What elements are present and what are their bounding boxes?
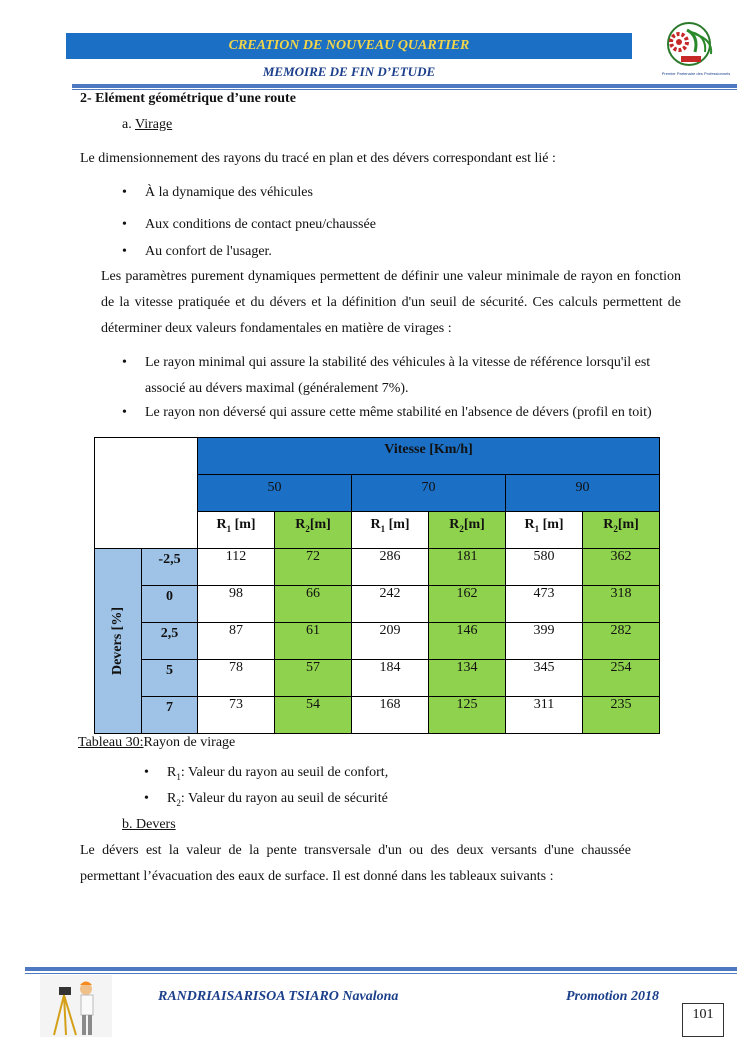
- table-row: [95, 660, 660, 697]
- paragraph-dynamics: Les paramètres purement dynamiques permettent de définir une valeur minimale de rayon en fonction de la vitesse pratiquée et du dévers et la définition d'un seuil de sécurité. Ces calculs permettent de déterminer deux valeurs fondamentales en matière de virages :: [101, 269, 681, 336]
- list-item: • À la dynamique des véhicules: [122, 185, 313, 200]
- header-subtitle: MEMOIRE DE FIN D’ETUDE: [262, 64, 436, 79]
- subsection-a-title: Virage: [134, 117, 173, 132]
- table-cell: 242: [352, 586, 429, 623]
- table-cell: 184: [352, 660, 429, 697]
- table-cell: 98: [198, 586, 275, 623]
- subsection-a-prefix: a.: [122, 117, 135, 132]
- footer-rule-thin: [25, 973, 737, 974]
- list-item-text: Le rayon minimal qui assure la stabilité des véhicules à la vitesse de référence lorsqu'il est associé au dévers maximal (généralement 7%).: [145, 355, 651, 396]
- list-item-text: Aux conditions de contact pneu/chaussée: [145, 217, 376, 232]
- table-cell: 87: [198, 623, 275, 660]
- surveyor-illustration: [40, 975, 112, 1037]
- table-cell: 134: [429, 660, 506, 697]
- caption-label: Tableau 30:: [78, 735, 144, 750]
- speed-90: 90: [506, 475, 660, 512]
- list-item-text: À la dynamique des véhicules: [145, 185, 313, 200]
- devers-value: 5: [142, 660, 198, 697]
- table-cell: 473: [506, 586, 583, 623]
- table-cell: 235: [583, 697, 660, 734]
- table-row: [95, 623, 660, 660]
- col-header-r2: $R_2[m]$: [429, 512, 506, 549]
- table-cell: 181: [429, 549, 506, 586]
- header-rule: [72, 84, 737, 88]
- table-cell: 311: [506, 697, 583, 734]
- table-cell: 286: [352, 549, 429, 586]
- table-corner: [95, 438, 198, 549]
- col-header-r1: $R_1$ [m]: [198, 512, 275, 549]
- devers-value: 0: [142, 586, 198, 623]
- table-cell: 362: [583, 549, 660, 586]
- header-rule-thin: [72, 89, 737, 90]
- table-caption: [78, 735, 235, 751]
- footer-rule: [25, 967, 737, 971]
- table-cell: 282: [583, 623, 660, 660]
- table-cell: 61: [275, 623, 352, 660]
- devers-value: -2,5: [142, 549, 198, 586]
- table-cell: 345: [506, 660, 583, 697]
- col-header-r2: $R_2[m]$: [583, 512, 660, 549]
- section-heading: 2- Elément géométrique d’une route: [80, 91, 296, 106]
- list-item-text: Au confort de l'usager.: [145, 244, 272, 259]
- list-item: • Aux conditions de contact pneu/chaussée: [122, 217, 376, 232]
- speed-70: 70: [352, 475, 506, 512]
- list-item: • Au confort de l'usager.: [122, 244, 272, 259]
- table-cell: 580: [506, 549, 583, 586]
- table-cell: 254: [583, 660, 660, 697]
- list-item: • Le rayon non déversé qui assure cette même stabilité en l'absence de dévers (profil en toit): [122, 405, 652, 420]
- table-cell: 73: [198, 697, 275, 734]
- intro-text: Le dimensionnement des rayons du tracé en plan et des dévers correspondant est lié :: [80, 151, 556, 166]
- table-cell: 66: [275, 586, 352, 623]
- table-cell: 318: [583, 586, 660, 623]
- list-item: • $R_2$: Valeur du rayon au seuil de sécurité: [144, 791, 388, 808]
- speed-header: Vitesse [Km/h]: [198, 438, 660, 475]
- list-item: • $R_1$: Valeur du rayon au seuil de confort,: [144, 765, 389, 782]
- devers-label: Devers [%]: [110, 606, 125, 676]
- table-cell: 54: [275, 697, 352, 734]
- devers-value: 2,5: [142, 623, 198, 660]
- table-cell: 399: [506, 623, 583, 660]
- list-item-text: Le rayon non déversé qui assure cette même stabilité en l'absence de dévers (profil en toit): [145, 405, 652, 420]
- table-cell: 112: [198, 549, 275, 586]
- header-banner: CREATION DE NOUVEAU QUARTIER: [66, 33, 632, 59]
- footer-promotion: Promotion 2018: [566, 989, 659, 1004]
- legend-r2: $R_2$: Valeur du rayon au seuil de sécurité: [167, 791, 388, 808]
- footer-author: RANDRIAISARISOA TSIARO Navalona: [158, 989, 399, 1004]
- legend-r1: $R_1$: Valeur du rayon au seuil de confort,: [167, 765, 389, 782]
- table-cell: 78: [198, 660, 275, 697]
- col-header-r2: $R_2[m]$: [275, 512, 352, 549]
- table-cell: 162: [429, 586, 506, 623]
- table-cell: 168: [352, 697, 429, 734]
- col-header-r1: $R_1$ [m]: [506, 512, 583, 549]
- table-cell: 125: [429, 697, 506, 734]
- table-row: [95, 586, 660, 623]
- page-number: 101: [682, 1003, 724, 1037]
- subsection-a: [122, 117, 172, 133]
- table-row: [95, 549, 660, 586]
- institution-logo: [655, 18, 737, 80]
- speed-50: 50: [198, 475, 352, 512]
- table-cell: 57: [275, 660, 352, 697]
- logo-text: Premier Partenaire des Professionnels: [661, 71, 731, 76]
- table-cell: 146: [429, 623, 506, 660]
- table-cell: 72: [275, 549, 352, 586]
- devers-label-cell: [95, 549, 142, 734]
- col-header-r1: $R_1$ [m]: [352, 512, 429, 549]
- paragraph-devers: Le dévers est la valeur de la pente transversale d'un ou des deux versants d'une chaussée permettant l’évacuation des eaux de surface. Il est donné dans les tableaux suivants :: [80, 843, 631, 884]
- list-item: • Le rayon minimal qui assure la stabilité des véhicules à la vitesse de référence lorsqu'il est associé au dévers maximal (généralement 7%).: [122, 350, 682, 402]
- devers-value: 7: [142, 697, 198, 734]
- table-cell: 209: [352, 623, 429, 660]
- caption-text: Rayon de virage: [143, 735, 236, 750]
- table-row: [95, 697, 660, 734]
- radius-table: [94, 437, 660, 734]
- subsection-b: b. Devers: [122, 817, 176, 832]
